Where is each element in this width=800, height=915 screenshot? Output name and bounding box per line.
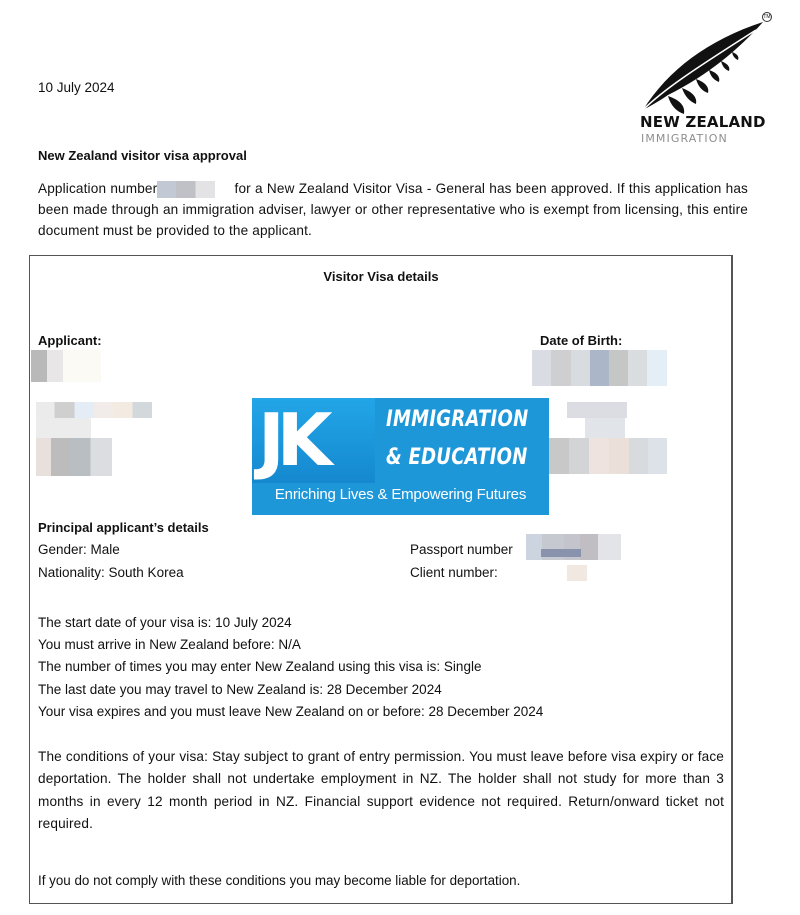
intro-prefix: Application number: [38, 181, 158, 196]
comply-notice: If you do not comply with these conditions you may become liable for deportation.: [38, 873, 521, 888]
applicant-label: Applicant:: [38, 333, 102, 348]
logo-title: NEW ZEALAND: [640, 113, 766, 131]
passport-label: Passport number: [410, 542, 513, 557]
redacted-client-number: [567, 565, 587, 581]
intro-paragraph: [38, 178, 748, 241]
nationality-field: Nationality: South Korea: [38, 565, 184, 580]
letter-date: 10 July 2024: [38, 80, 115, 95]
logo-subtitle: IMMIGRATION: [641, 132, 728, 145]
intro-suffix: for a New Zealand Visitor Visa - General has been approved. If this application has been made through an immigration adviser, lawyer or other representative who is exempt from licensing, this entire document must be provided to the applicant.: [38, 181, 748, 238]
principal-details-label: Principal applicant’s details: [38, 520, 209, 535]
redacted-passport-detail: [541, 549, 581, 557]
trademark-icon: TM: [763, 14, 771, 20]
passport-field: [410, 542, 513, 557]
gender-field: Gender: Male: [38, 542, 120, 557]
redaction-gap: [215, 181, 230, 198]
watermark-line1: IMMIGRATION: [386, 407, 529, 432]
redacted-application-number: [157, 181, 215, 198]
jk-logo-mark: [252, 398, 375, 483]
jk-immigration-watermark: [252, 398, 549, 515]
jk-letters: JK: [258, 398, 325, 482]
client-label: Client number:: [410, 565, 498, 580]
watermark-tagline: Enriching Lives & Empowering Futures: [274, 486, 527, 503]
fact-entries: The number of times you may enter New Zealand using this visa is: Single: [38, 659, 482, 675]
fact-start-date: The start date of your visa is: 10 July 2024: [38, 615, 292, 630]
fact-arrive-before: You must arrive in New Zealand before: N/A: [38, 637, 301, 653]
letter-heading: New Zealand visitor visa approval: [38, 148, 247, 163]
fact-last-travel-date: The last date you may travel to New Zealand is: 28 December 2024: [38, 681, 442, 697]
visa-details-title: Visitor Visa details: [323, 269, 439, 284]
fact-expiry: Your visa expires and you must leave New Zealand on or before: 28 December 2024: [38, 703, 544, 719]
watermark-line2: & EDUCATION: [386, 445, 528, 470]
visa-conditions: The conditions of your visa: Stay subject to grant of entry permission. You must leave before visa expiry or face deportation. The holder shall not undertake employment in NZ. The holder shall not study for more than 3 months in every 12 month period in NZ. Financial support evidence not required. Return/onward ticket not required.: [38, 749, 724, 831]
visa-facts-list: [38, 612, 543, 723]
client-field: [410, 565, 498, 580]
dob-label: Date of Birth:: [540, 333, 623, 348]
